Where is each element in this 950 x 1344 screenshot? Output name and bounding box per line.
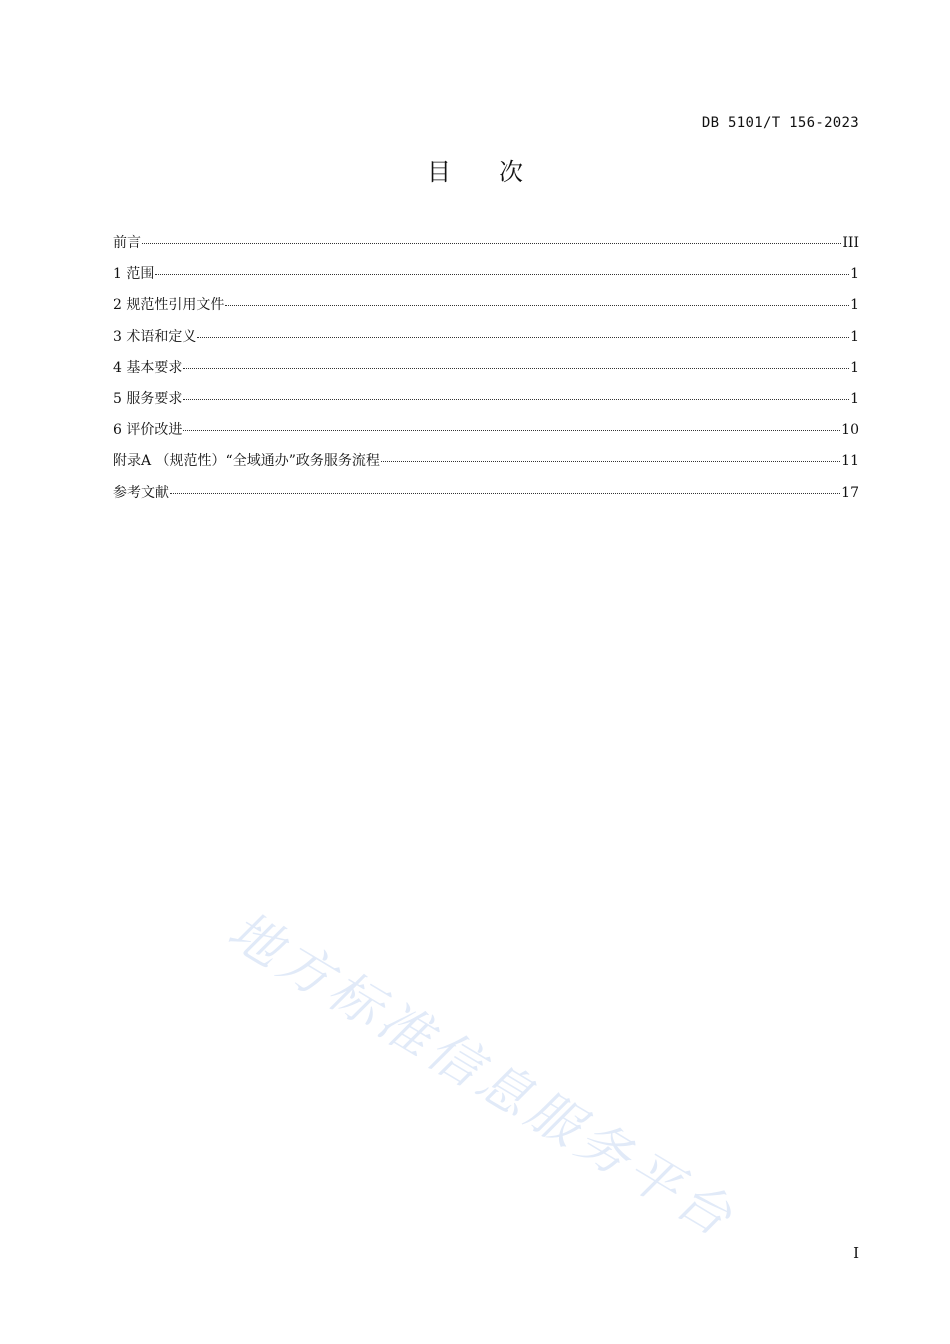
toc-entry-page: 1 <box>850 359 859 376</box>
toc-entry-service-requirements[interactable] <box>113 388 859 419</box>
toc-entry-label: 参考文献 <box>113 484 169 501</box>
toc-dot-leader <box>197 337 849 338</box>
toc-entry-bibliography[interactable] <box>113 482 859 513</box>
toc-entry-label: 4 基本要求 <box>113 359 183 376</box>
toc-dot-leader <box>183 368 849 369</box>
toc-dot-leader <box>183 399 849 400</box>
toc-entry-page: 1 <box>850 266 859 283</box>
toc-entry-page: 1 <box>850 297 859 314</box>
toc-entry-appendix-a[interactable] <box>113 450 859 481</box>
page-title: 目次 <box>427 158 571 186</box>
toc-dot-leader <box>225 305 849 306</box>
toc-entry-page: III <box>842 235 859 251</box>
toc-entry-label: 3 术语和定义 <box>113 328 197 345</box>
toc-entry-evaluation-improvement[interactable] <box>113 419 859 450</box>
toc-entry-label: 附录A （规范性）“全域通办”政务服务流程 <box>113 453 380 470</box>
toc-dot-leader <box>170 493 840 494</box>
toc-dot-leader <box>381 461 840 462</box>
toc-entry-page: 1 <box>850 328 859 345</box>
toc-entry-page: 1 <box>850 390 859 407</box>
toc-entry-basic-requirements[interactable] <box>113 357 859 388</box>
toc-entry-label: 2 规范性引用文件 <box>113 297 225 314</box>
toc-entry-page: 17 <box>841 484 859 501</box>
toc-dot-leader <box>142 243 841 244</box>
toc-entry-label: 6 评价改进 <box>113 422 183 439</box>
document-number: DB 5101/T 156-2023 <box>701 115 859 131</box>
toc-entry-label: 5 服务要求 <box>113 390 183 407</box>
watermark-text: 地方标准信息服务平台 <box>217 900 746 1251</box>
toc-entry-page: 10 <box>841 422 859 439</box>
toc-entry-label: 前言 <box>113 235 141 251</box>
toc-entry-page: 11 <box>841 453 859 470</box>
page-number: I <box>853 1244 859 1262</box>
table-of-contents <box>113 232 859 513</box>
toc-dot-leader <box>183 430 840 431</box>
toc-entry-terms-definitions[interactable] <box>113 326 859 357</box>
toc-entry-normative-references[interactable] <box>113 294 859 325</box>
toc-entry-foreword[interactable] <box>113 232 859 263</box>
toc-entry-scope[interactable] <box>113 263 859 294</box>
toc-dot-leader <box>155 274 849 275</box>
toc-entry-label: 1 范围 <box>113 266 155 283</box>
